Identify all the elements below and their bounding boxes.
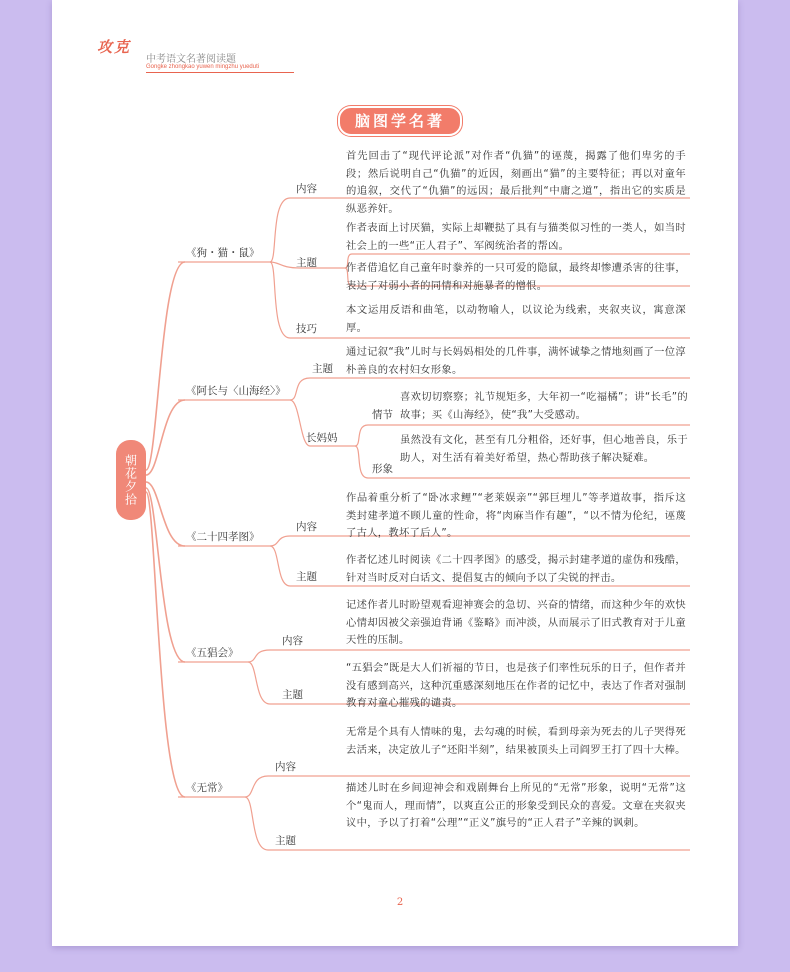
chapter-title: 《狗・猫・鼠》 (186, 247, 260, 259)
chapter-title: 《无常》 (186, 782, 228, 794)
branch-label: 主题 (282, 689, 303, 701)
section-banner: 脑图学名著 (338, 106, 462, 136)
page-number: 2 (396, 897, 404, 908)
content-text: 作品着重分析了“卧冰求鲤”“老莱娱亲”“郭巨埋儿”等孝道故事，指斥这类封建孝道不顾儿童的性命，将“肉麻当作有趣”，“以不情为伦纪，诬蔑了古人，教坏了后人”。 (346, 492, 686, 539)
branch-label: 技巧 (296, 323, 317, 335)
content-text: 描述儿时在乡间迎神会和戏剧舞台上所见的“无常”形象，说明“无常”这个“鬼而人，理而情”，以爽直公正的形象受到民众的喜爱。文章在夹叙夹议中，予以了打着“公理”“正义”旗号的“正人君子”辛辣的讽刺。 (346, 782, 686, 829)
branch-label: 内容 (296, 521, 317, 533)
branch-label: 主题 (296, 257, 317, 269)
content-text: 作者表面上讨厌猫，实际上却鞭挞了具有与猫类似习性的一类人，如当时社会上的一些“正人君子”、军阀统治者的帮凶。 (346, 222, 686, 252)
content-text: 虽然没有文化，甚至有几分粗俗，还好事，但心地善良，乐于助人，对生活有着美好希望，热心帮助孩子解决疑难。 (400, 434, 688, 464)
branch-label: 主题 (275, 835, 296, 847)
chapter-title: 《五猖会》 (186, 647, 239, 659)
content-text: 无常是个具有人情味的鬼，去勾魂的时候，看到母亲为死去的儿子哭得死去活来，决定放儿子“还阳半刻”，结果被顶头上司阎罗王打了四十大棒。 (346, 726, 686, 756)
branch-label: 主题 (296, 571, 317, 583)
branch-root-ch5 (146, 492, 185, 797)
sub-branch-label: 形象 (372, 463, 393, 475)
chapter-title: 《二十四孝图》 (186, 531, 260, 543)
branch-label: 长妈妈 (306, 432, 338, 444)
content-text: 首先回击了“现代评论派”对作者“仇猫”的诬蔑，揭露了他们卑劣的手段；然后说明自己“仇猫”的近因，刻画出“猫”的主要特征；再以对童年的追叙，交代了“仇猫”的远因；最后批判“中庸之道”，指出它的实质是纵恶养奸。 (346, 150, 686, 215)
header-title: 中考语文名著阅读题 (146, 54, 236, 65)
sub-branch-label: 情节 (372, 409, 393, 421)
branch-label: 内容 (282, 635, 303, 647)
chapter-title: 《阿长与〈山海经〉》 (186, 385, 286, 397)
content-text: 本文运用反语和曲笔，以动物喻人，以议论为线索，夹叙夹议，寓意深厚。 (346, 304, 686, 334)
content-text: 作者忆述儿时阅读《二十四孝图》的感受，揭示封建孝道的虚伪和残酷，针对当时反对白话文、提倡复古的倾向予以了尖锐的抨击。 (346, 554, 686, 584)
branch-root-ch4 (146, 488, 185, 662)
content-text: “五猖会”既是大人们祈福的节日，也是孩子们率性玩乐的日子，但作者并没有感到高兴，这种沉重感深刻地压在作者的记忆中，表达了作者对强制教育对童心摧残的谴责。 (346, 662, 686, 709)
header-subtitle: Gongke zhongkao yuwen mingzhu yueduti (146, 64, 260, 70)
root-node: 朝花夕拾 (116, 440, 146, 520)
content-text: 作者借追忆自己童年时豢养的一只可爱的隐鼠，最终却惨遭杀害的往事，表达了对弱小者的同情和对施暴者的憎恨。 (346, 262, 686, 292)
branch-root-ch1 (146, 262, 185, 470)
header-logo: 攻克 (97, 38, 132, 56)
content-text: 通过记叙“我”儿时与长妈妈相处的几件事，满怀诚挚之情地刻画了一位淳朴善良的农村妇女形象。 (346, 346, 686, 376)
branch-label: 内容 (296, 183, 317, 195)
branch-label: 主题 (312, 363, 333, 375)
content-text: 记述作者儿时盼望观看迎神赛会的急切、兴奋的情绪，而这种少年的欢快心情却因被父亲强迫背诵《鉴略》而冲淡，从而展示了旧式教育对于儿童天性的压制。 (346, 599, 686, 646)
branch-root-ch2 (146, 400, 185, 475)
content-text: 喜欢切切察察；礼节规矩多，大年初一“吃福橘”；讲“长毛”的故事；买《山海经》，使“我”大受感动。 (400, 391, 688, 421)
branch-label: 内容 (275, 761, 296, 773)
